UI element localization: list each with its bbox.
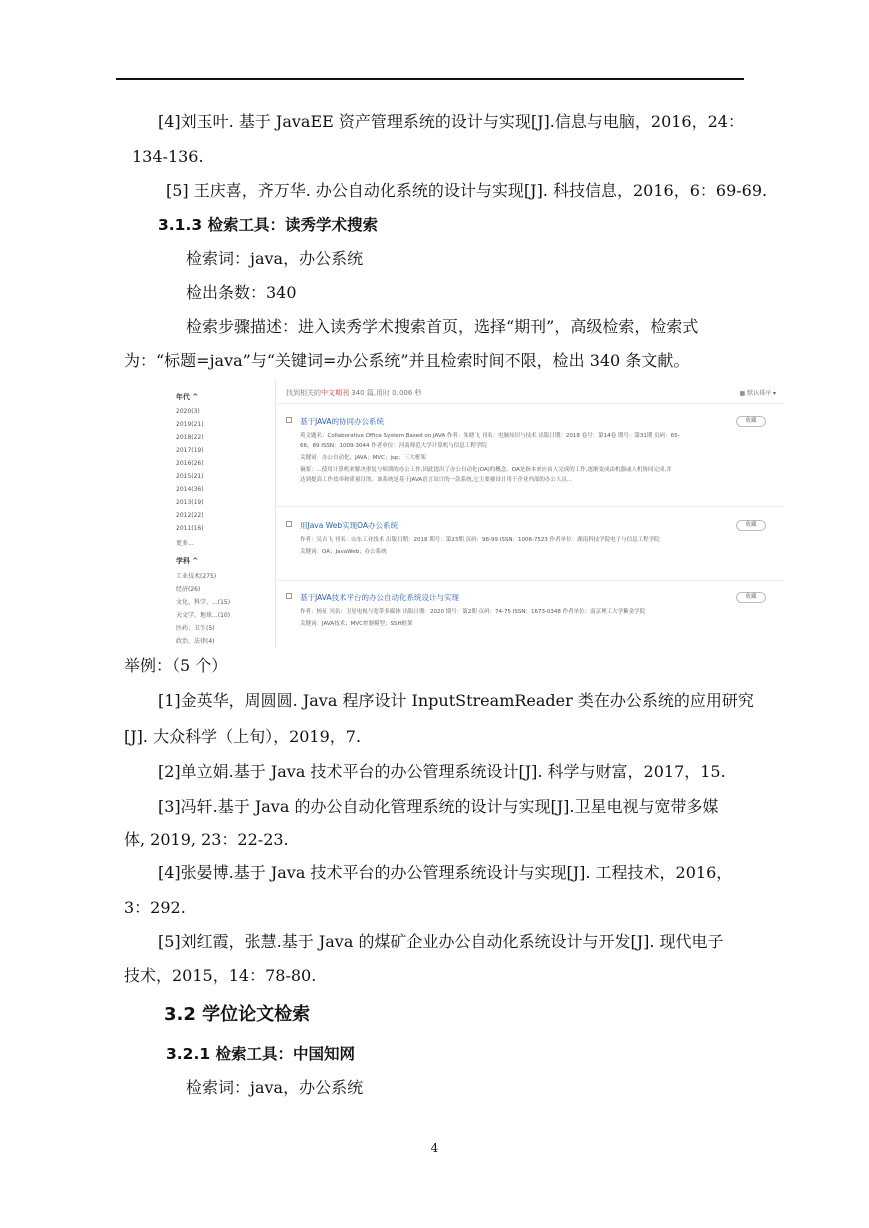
- result-meta: 66，89 ISSN：1009-3044 作者单位：河南师范大学计算机与信息工程学院: [300, 443, 487, 449]
- sort-control[interactable]: ▦ 默认排序 ▾: [739, 390, 776, 397]
- year-filter-item[interactable]: 2017(19): [176, 447, 204, 454]
- result-keywords: 关键词：OA；JavaWeb；办公系统: [300, 549, 387, 555]
- example-1-line-2: [J]. 大众科学（上旬），2019，7.: [124, 727, 362, 746]
- favorite-button[interactable]: 收藏: [736, 592, 766, 603]
- result-meta: 作者：吴吉飞 刊名：山东工业技术 出版日期：2018 期号：第23期 页码：98-99 ISSN：1006-7523 作者单位：湖南科技学院电子与信息工程学院: [300, 537, 660, 543]
- result-count: 检出条数：340: [186, 283, 297, 302]
- result-meta: 英文题名：Collaborative Office System Based on JAVA 作者：朱晓飞 刊名：电脑知识与技术 出版日期：2018 卷号：第14卷 期号：第31期 页码：65-: [300, 433, 680, 439]
- page-number: 4: [430, 1141, 439, 1155]
- search-keywords: 检索词：java，办公系统: [186, 249, 364, 268]
- search-result: [286, 592, 776, 632]
- result-abstract: 达到提高工作效率和质量目的。该系统是基于JAVA语言设计的一款系统,它主要被设计用于企业内部的办公人员...: [300, 477, 573, 483]
- year-filter-item[interactable]: 2020(3): [176, 408, 200, 415]
- year-filter-item[interactable]: 2015(21): [176, 473, 204, 480]
- year-filter-heading[interactable]: 年代 ^: [176, 393, 199, 401]
- result-abstract: 摘要：...使用计算机来解决重复与烦琐的办公工作,因此提出了办公自动化(OA)的概念。OA是指本来应由人完成的工作,逐渐变成由机器或人机协同完成,并: [300, 467, 672, 473]
- subject-filter-item[interactable]: 医药、卫生(5): [176, 625, 215, 632]
- ref-4-line-2: 134-136.: [132, 147, 204, 166]
- year-filter-item[interactable]: 2013(19): [176, 499, 204, 506]
- year-filter-item[interactable]: 2016(26): [176, 460, 204, 467]
- result-checkbox[interactable]: [286, 593, 292, 599]
- result-meta: 作者：杨征 刊名：卫星电视与宽带多媒体 出版日期：2020 期号：第2期 页码：74-75 ISSN：1673-0348 作者单位：南京理工大学紫金学院: [300, 609, 646, 615]
- section-3-1-3-heading: 3.1.3 检索工具：读秀学术搜索: [158, 216, 379, 234]
- year-filter-item[interactable]: 2018(22): [176, 434, 204, 441]
- result-title[interactable]: 基于JAVA技术平台的办公自动化系统设计与实现: [300, 593, 460, 602]
- search-keywords-2: 检索词：java，办公系统: [186, 1078, 364, 1097]
- header-rule: [116, 78, 744, 80]
- result-summary-suffix: 340 篇,用时 0.006 秒: [349, 389, 422, 397]
- result-summary-category: 中文期刊: [321, 389, 349, 397]
- ref-4-line-1: [4]刘玉叶. 基于 JavaEE 资产管理系统的设计与实现[J].信息与电脑，2016，24：: [158, 112, 744, 131]
- example-4-line-2: 3：292.: [124, 898, 186, 917]
- year-filter-item[interactable]: 2019(21): [176, 421, 204, 428]
- year-filter-more[interactable]: 更多...: [176, 540, 194, 547]
- result-summary: [286, 388, 422, 398]
- subject-filter-item[interactable]: 政治、法律(4): [176, 638, 215, 645]
- subject-filter-item[interactable]: 经济(26): [176, 586, 201, 593]
- subject-filter-item[interactable]: 工业技术(275): [176, 573, 217, 580]
- year-filter-item[interactable]: 2012(22): [176, 512, 204, 519]
- search-steps-line-1: 检索步骤描述：进入读秀学术搜索首页，选择“期刊”，高级检索，检索式: [186, 317, 699, 336]
- favorite-button[interactable]: 收藏: [736, 416, 766, 427]
- example-1-line-1: [1]金英华，周圆圆. Java 程序设计 InputStreamReader 类在办公系统的应用研究: [158, 691, 754, 710]
- example-5-line-2: 技术，2015，14：78-80.: [124, 966, 317, 985]
- favorite-button[interactable]: 收藏: [736, 520, 766, 531]
- section-3-2-1-heading: 3.2.1 检索工具：中国知网: [166, 1045, 356, 1063]
- search-result: [286, 416, 776, 516]
- search-result-screenshot: [160, 380, 784, 648]
- result-checkbox[interactable]: [286, 521, 292, 527]
- search-steps-line-2: 为：“标题=java”与“关键词=办公系统”并且检索时间不限，检出 340 条文献。: [124, 351, 690, 370]
- filter-sidebar: [160, 380, 276, 648]
- example-2: [2]单立娟.基于 Java 技术平台的办公管理系统设计[J]. 科学与财富，2017，15.: [158, 762, 726, 781]
- examples-label: 举例：（5 个）: [124, 656, 228, 675]
- divider: [276, 403, 784, 404]
- example-5-line-1: [5]刘红霞，张慧.基于 Java 的煤矿企业办公自动化系统设计与开发[J]. 现代电子: [158, 932, 724, 951]
- subject-filter-heading[interactable]: 学科 ^: [176, 557, 199, 565]
- ref-5: [5] 王庆喜，齐万华. 办公自动化系统的设计与实现[J]. 科技信息，2016，6：69-69.: [166, 181, 768, 200]
- example-3-line-1: [3]冯轩.基于 Java 的办公自动化管理系统的设计与实现[J].卫星电视与宽带多媒: [158, 797, 719, 816]
- divider: [276, 506, 784, 507]
- result-title[interactable]: 用Java Web实现OA办公系统: [300, 521, 398, 530]
- result-keywords: 关键词：JAVA技术；MVC控制模型；SSH框架: [300, 621, 413, 627]
- result-keywords: 关键词：办公自动化；JAVA；MVC；jsp；三大框架: [300, 455, 426, 461]
- example-4-line-1: [4]张晏博.基于 Java 技术平台的办公管理系统设计与实现[J]. 工程技术，2016，: [158, 863, 733, 882]
- result-checkbox[interactable]: [286, 417, 292, 423]
- divider: [276, 580, 784, 581]
- year-filter-item[interactable]: 2011(16): [176, 525, 204, 532]
- section-3-2-heading: 3.2 学位论文检索: [164, 1004, 311, 1025]
- result-title[interactable]: 基于JAVA的协同办公系统: [300, 417, 385, 426]
- year-filter-item[interactable]: 2014(36): [176, 486, 204, 493]
- result-summary-prefix: 找到相关的: [286, 389, 321, 397]
- subject-filter-item[interactable]: 文化、科学、...(15): [176, 599, 231, 606]
- example-3-line-2: 体, 2019, 23：22-23.: [124, 830, 289, 849]
- search-result: [286, 520, 776, 560]
- subject-filter-item[interactable]: 天文学、地球...(10): [176, 612, 231, 619]
